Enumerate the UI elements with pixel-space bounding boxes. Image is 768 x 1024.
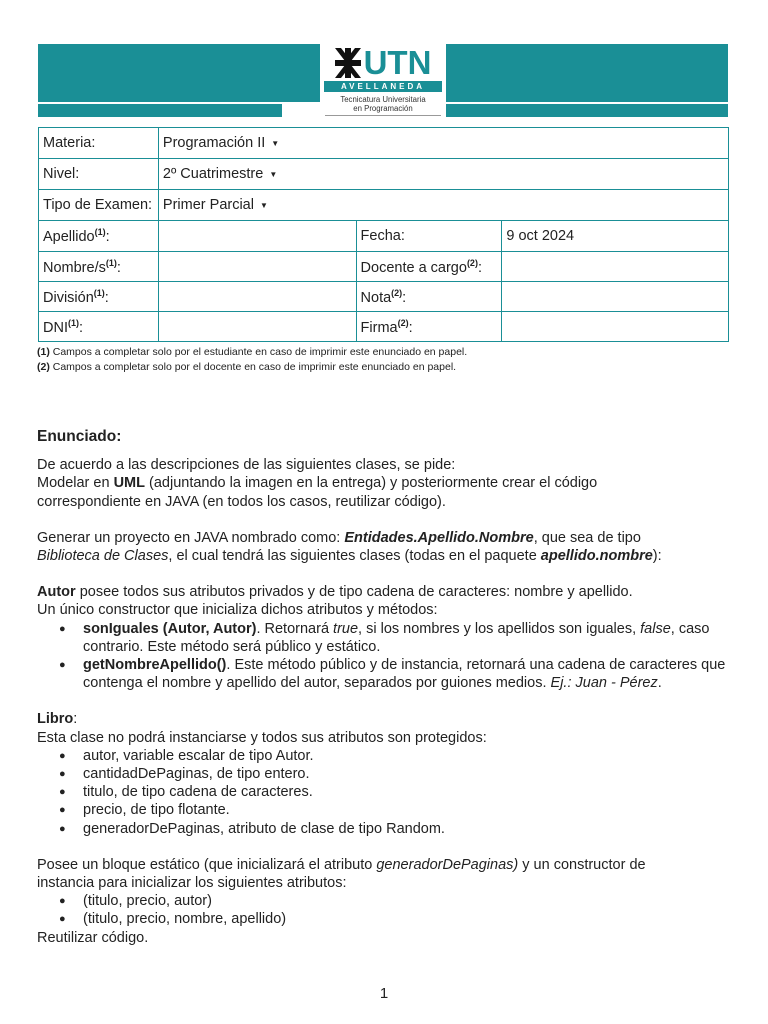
dni-label: DNI$^{(1)}$: — [39, 312, 159, 342]
firma-field[interactable] — [502, 312, 729, 342]
utn-logo — [320, 44, 446, 118]
nota-field[interactable] — [502, 282, 729, 312]
header-band-lower-right — [446, 104, 728, 117]
list-item: ● titulo, de tipo cadena de caracteres. — [59, 783, 737, 801]
autor-constructor: Un único constructor que inicializa dichos atributos y métodos: — [37, 602, 438, 619]
project-paragraph: Generar un proyecto en JAVA nombrado como: Entidades.Apellido.Nombre, que sea de tipo Biblioteca de Clases, el cual tendrá las siguientes clases (todas en el paquete apellido.nombre): — [37, 529, 662, 565]
dropdown-caret-icon: ▼ — [259, 200, 268, 210]
dropdown-caret-icon: ▼ — [269, 169, 278, 179]
division-field[interactable] — [158, 282, 356, 312]
libro-description: Esta clase no podrá instanciarse y todos sus atributos son protegidos: — [37, 729, 487, 746]
logo-subtitle-1: Tecnicatura Universitaria — [340, 95, 426, 104]
list-item: ● sonIguales (Autor, Autor). Retornará true, si los nombres y los apellidos son iguales, false, caso contrario. Este método será público y estático. — [59, 620, 739, 656]
materia-value: Programación II — [162, 135, 266, 151]
nivel-value: 2º Cuatrimestre — [162, 166, 264, 182]
header-band-lower-left — [38, 104, 282, 117]
list-item: ● (titulo, precio, autor) — [59, 892, 737, 910]
page-number: 1 — [379, 985, 389, 1002]
footnote-2: (2) Campos a completar solo por el docente en caso de imprimir este enunciado en papel. — [37, 361, 457, 373]
static-block-paragraph: Posee un bloque estático (que inicializará el atributo generadorDePaginas) y un constructor de instancia para inicializar los siguientes atributos: — [37, 856, 646, 892]
logo-subtitle-2: en Programación — [353, 104, 413, 113]
tipo-examen-select[interactable] — [158, 190, 728, 221]
logo-campus: AVELLANEDA — [324, 81, 442, 92]
list-item: ● generadorDePaginas, atributo de clase de tipo Random. — [59, 820, 737, 838]
firma-label: Firma$^{(2)}$: — [356, 312, 502, 342]
list-item: ● getNombreApellido(). Este método público y de instancia, retornará una cadena de caracteres que contenga el nombre y apellido del autor, separados por guiones medios. Ej.: Juan - Pérez. — [59, 656, 739, 692]
logo-text: UTN — [363, 44, 432, 81]
libro-attributes-list — [59, 747, 737, 838]
tipo-examen-label: Tipo de Examen: — [39, 190, 159, 221]
nombre-field[interactable] — [158, 252, 356, 282]
docente-field[interactable] — [502, 252, 729, 282]
footnotes — [37, 345, 467, 375]
footnote-1: (1) Campos a completar solo por el estudiante en caso de imprimir este enunciado en papel. — [37, 346, 468, 358]
nombre-label: Nombre/$s^{(1)}$: — [39, 252, 159, 282]
exam-info-table — [38, 127, 729, 342]
utn-emblem-icon — [335, 48, 361, 78]
fecha-label: Fecha: — [356, 221, 502, 252]
intro-line-2: Modelar en UML (adjuntando la imagen en la entrega) y posteriormente crear el código correspondiente en JAVA (en todos los casos, reutilizar código). — [37, 475, 598, 510]
nivel-select[interactable] — [158, 159, 728, 190]
apellido-field[interactable] — [158, 221, 356, 252]
dropdown-caret-icon: ▼ — [271, 138, 280, 148]
libro-heading: Libro: — [37, 711, 78, 728]
statement-title: Enunciado: — [37, 428, 122, 445]
autor-methods-list — [59, 620, 739, 693]
tipo-examen-value: Primer Parcial — [162, 197, 254, 213]
materia-select[interactable] — [158, 128, 728, 159]
apellido-label: Apellido$^{(1)}$: — [39, 221, 159, 252]
list-item: ● cantidadDePaginas, de tipo entero. — [59, 765, 737, 783]
intro-line-1: De acuerdo a las descripciones de las siguientes clases, se pide: — [37, 457, 456, 474]
list-item: ● (titulo, precio, nombre, apellido) — [59, 910, 737, 928]
list-item: ● precio, de tipo flotante. — [59, 801, 737, 819]
materia-label: Materia: — [39, 128, 159, 159]
docente-label: Docente a cargo$^{(2)}$: — [356, 252, 502, 282]
fecha-value[interactable]: 9 oct 2024 — [502, 221, 729, 252]
statement — [37, 428, 737, 947]
list-item: ● autor, variable escalar de tipo Autor. — [59, 747, 737, 765]
dni-field[interactable] — [158, 312, 356, 342]
constructors-list — [59, 892, 737, 928]
logo-divider — [325, 115, 441, 116]
nota-label: Nota$^{(2)}$: — [356, 282, 502, 312]
autor-description: Autor posee todos sus atributos privados y de tipo cadena de caracteres: nombre y apellido. — [37, 584, 633, 601]
reuse-note: Reutilizar código. — [37, 929, 149, 946]
division-label: División$^{(1)}$: — [39, 282, 159, 312]
nivel-label: Nivel: — [39, 159, 159, 190]
